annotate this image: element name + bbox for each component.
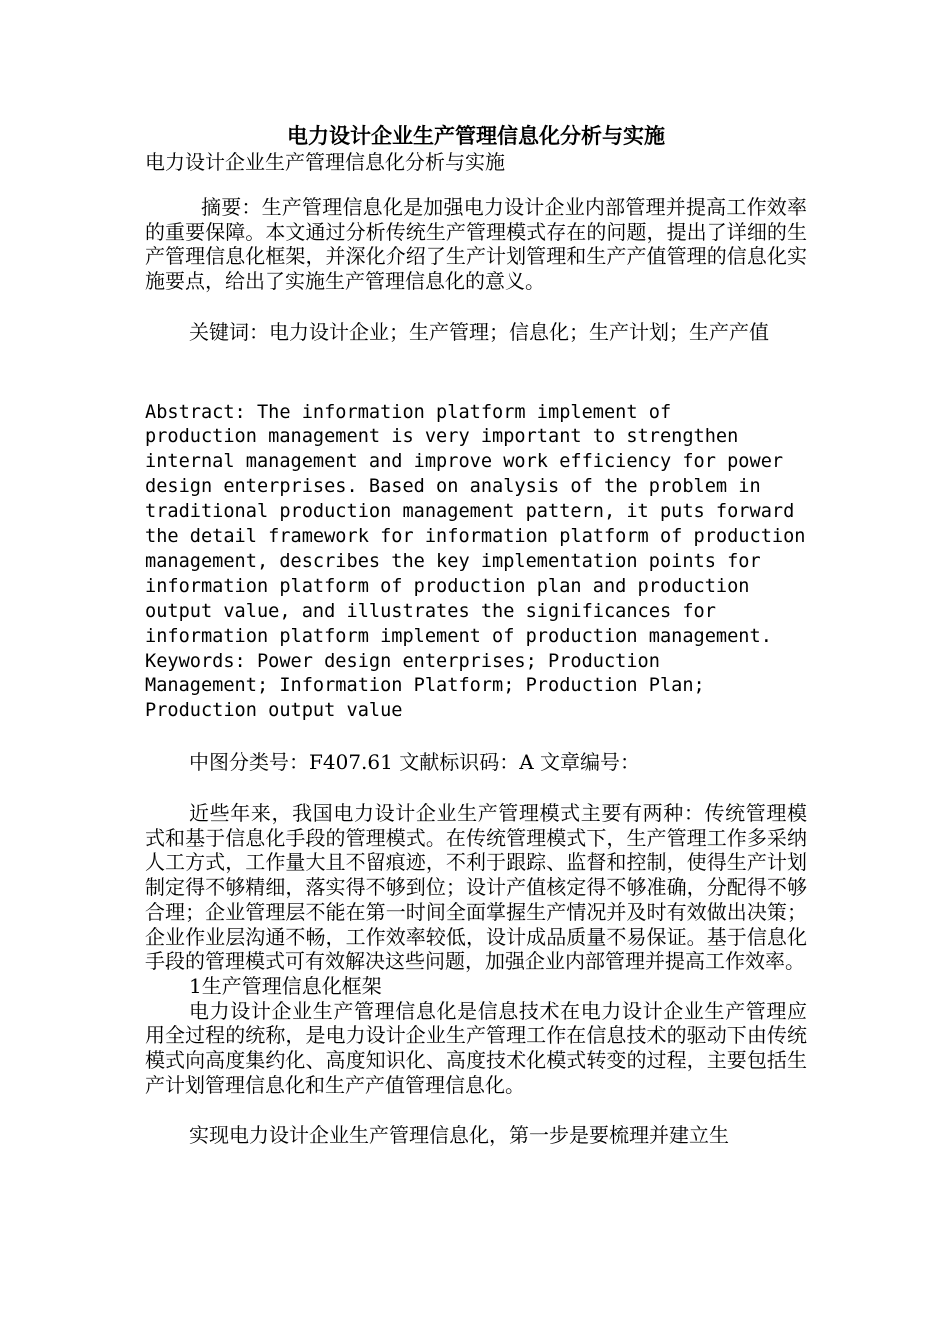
english-abstract-line: internal management and improve work efficiency for power: [145, 451, 784, 473]
english-abstract-line: design enterprises. Based on analysis of the problem in: [145, 476, 761, 498]
document-subtitle: 电力设计企业生产管理信息化分析与实施: [145, 150, 505, 174]
english-abstract-line: information platform implement of production management.: [145, 625, 772, 647]
section-1-heading: 1生产管理信息化框架: [189, 973, 382, 998]
spacer: [145, 345, 807, 401]
document-title: 电力设计企业生产管理信息化分析与实施: [287, 123, 665, 148]
spacer: [145, 175, 807, 195]
english-keywords-line: Production output value: [145, 700, 403, 722]
chinese-keywords: 关键词：电力设计企业；生产管理；信息化；生产计划；生产产值: [189, 319, 769, 344]
english-keywords-line: Keywords: Power design enterprises; Production: [145, 650, 660, 672]
english-abstract-line: Abstract: The information platform implement of: [145, 401, 672, 423]
spacer: [145, 724, 807, 750]
english-keywords: [145, 650, 807, 725]
english-abstract-line: production management is very important to strengthen: [145, 426, 739, 448]
english-abstract: [145, 401, 807, 650]
classification-line: 中图分类号：F407.61 文献标识码：A 文章编号：: [189, 750, 641, 775]
intro-paragraph: 近些年来，我国电力设计企业生产管理模式主要有两种：传统管理模式和基于信息化手段的管理模式。在传统管理模式下，生产管理工作多采纳人工方式，工作量大且不留痕迹，不利于跟踪、监督和控制，使得生产计划制定得不够精细，落实得不够到位；设计产值核定得不够准确，分配得不够合理；企业管理层不能在第一时间全面掌握生产情况并及时有效做出决策；企业作业层沟通不畅，工作效率较低，设计成品质量不易保证。基于信息化手段的管理模式可有效解决这些问题，加强企业内部管理并提高工作效率。: [145, 801, 807, 974]
english-abstract-line: traditional production management pattern, it puts forward: [145, 501, 795, 523]
closing-paragraph: 实现电力设计企业生产管理信息化，第一步是要梳理并建立生: [189, 1123, 729, 1148]
chinese-abstract: 摘要：生产管理信息化是加强电力设计企业内部管理并提高工作效率的重要保障。本文通过分析传统生产管理模式存在的问题，提出了详细的生产管理信息化框架，并深化介绍了生产计划管理和生产产值管理的信息化实施要点，给出了实施生产管理信息化的意义。: [145, 195, 807, 294]
english-abstract-line: management, describes the key implementation points for: [145, 550, 761, 572]
spacer: [145, 1097, 807, 1123]
section-1-paragraph: 电力设计企业生产管理信息化是信息技术在电力设计企业生产管理应用全过程的统称，是电力设计企业生产管理工作在信息技术的驱动下由传统模式向高度集约化、高度知识化、高度技术化模式转变的过程，主要包括生产计划管理信息化和生产产值管理信息化。: [145, 998, 807, 1097]
english-abstract-line: information platform of production plan and production: [145, 575, 750, 597]
english-keywords-line: Management; Information Platform; Production Plan;: [145, 675, 705, 697]
english-abstract-line: output value, and illustrates the significances for: [145, 600, 716, 622]
spacer: [145, 294, 807, 320]
document-page: [145, 122, 807, 1148]
spacer: [145, 775, 807, 801]
english-abstract-line: the detail framework for information platform of production: [145, 526, 806, 548]
